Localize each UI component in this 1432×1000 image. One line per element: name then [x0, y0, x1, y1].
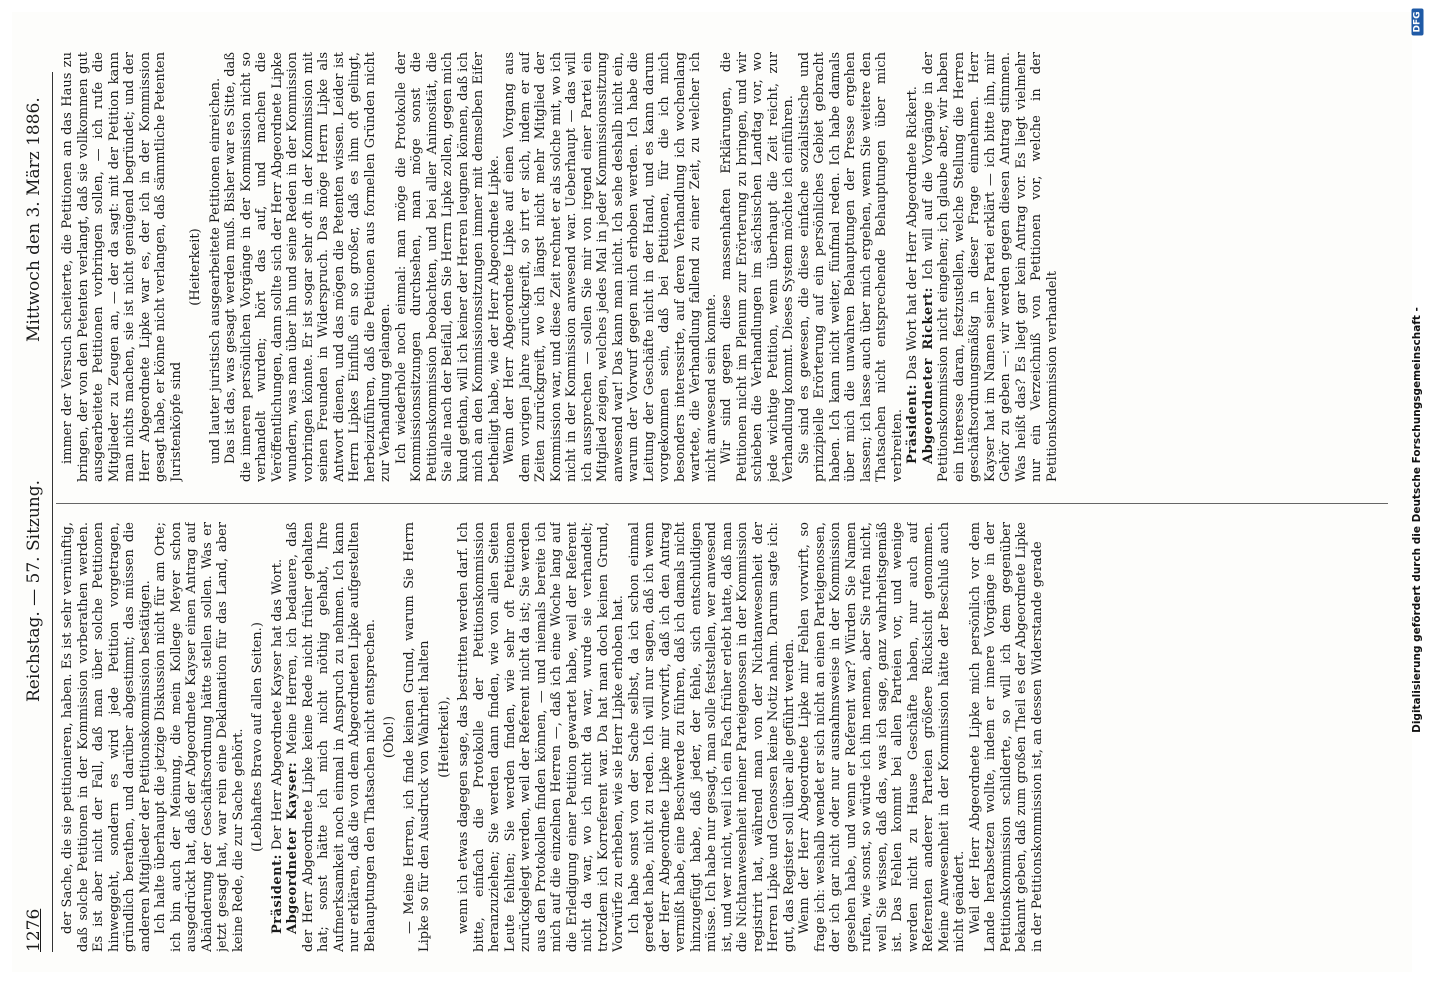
paragraph: Ich halte überhaupt die jetzige Diskussion nicht für am Orte; ich bin auch der Meinung, die mein Kollege Meyer schon ausgedrückt hat, daß der Abgeordnete Kayser einen Antrag auf Abänderung der Geschäftsordnung hätte stellen sollen. Was er jetzt gesagt hat, war rein eine Deklamation für das Land, aber keine Rede, die zur Sache gehört. [153, 522, 246, 952]
paragraph: Wenn der Herr Abgeordnete Lipke auf einen Vorgang aus dem vorigen Jahre zurückgreift, so irrt er sich, indem er auf Zeiten zurückgreift, wo ich längst nicht mehr Mitglied der Kommission war, und diese Zeit rechnet er als solche mit, wo ich nicht in der Kommission anwesend war. Ueberhaupt — das will ich aussprechen — sollen Sie mir von irgend einer Partei ein Mitglied zeigen, welches jedes Mal in jeder Kommissionssitzung anwesend war! Das kann man nicht. Ich sehe deshalb nicht ein, warum der Vorwurf gegen mich erhoben werden. Ich habe die Leitung der Geschäfte nicht in der Hand, und es kann darum vorgekommen sein, daß bei Petitionen, für die ich mich besonders interessirte, auf deren Verhandlung ich wochenlang wartete, die Verhandlung fallend zu einer Zeit, zu welcher ich nicht anwesend sein konnte. [502, 52, 719, 482]
paragraph: Weil der Herr Abgeordnete Lipke mich persönlich vor dem Lande herabsetzen wollte, indem er innere Vorgänge in der Petitionskommission schilderte, so will ich dem gegenüber bekannt geben, daß zum großen Theil es der Abgeordnete Lipke in der Petitionskommission ist, an dessen Widerstande gerade [967, 522, 1045, 952]
speech-paragraph [270, 522, 286, 952]
speech-paragraph [905, 52, 921, 482]
speech-text: Das Wort hat der Herr Abgeordnete Rickert. [905, 86, 920, 380]
header-rule [52, 72, 53, 952]
paragraph: der Sache, die sie petitionieren, haben. Es ist sehr vernünftig, daß solche Petitionen in der Kommission vorberathen werden. Es ist aber nicht der Fall, daß man über solche Petitionen hinweggeht, sondern es wird jede Petition vorgetragen, gründlich berathen, und darüber abgestimmt; das müssen die anderen Mitglieder der Petitionskommission bestätigen. [60, 522, 153, 952]
column-separator [56, 503, 1388, 504]
paragraph: Ich habe sonst von der Sache selbst, da ich schon einmal geredet habe, nicht zu reden. Ich will nur sagen, daß ich wenn der Herr Abgeordnete Lipke mir vorwirft, daß ich den Antrag vermißt habe, eine Beschwerde zu führen, daß ich damals nicht hinzugefügt habe, daß jeder, der fehle, sich entschuldigen müsse. Ich habe nur gesagt, man solle feststellen, wer anwesend ist, und wer nicht, weil ich ein Fach früher erlebt hatte, daß man die Nichtanwesenheit meiner Parteigenossen in der Kommission registrirt hat, während man von der Nichtanwesenheit der Herren Lipke und Genossen keine Notiz nahm. Darum sagte ich: gut, das Register soll über alle geführt werden. [626, 522, 797, 952]
speaker-name: Präsident: [269, 854, 285, 934]
paragraph: Wir sind gegen diese massenhaften Erklärungen, die Petitionen nicht im Plenum zur Erörterung zu bringen, und wir schieben die Verhandlungen im sächsischen Landtag vor, wo jede wichtige Petition, wenn überhaupt die Zeit reicht, zur Verhandlung kommt. Dieses System möchte ich einführen. [719, 52, 796, 482]
dfg-credit-text: Digitalisierung gefördert durch die Deutsche Forschungsgemeinschaft - [1410, 307, 1423, 733]
speech-paragraph [285, 522, 378, 952]
speaker-name: Abgeordneter Kayser: [285, 761, 300, 934]
newspaper-page [12, 12, 1412, 972]
speech-text: Der Herr Abgeordnete Kayser hat das Wort. [269, 558, 285, 850]
speech-paragraph [921, 52, 1061, 482]
date-title: Mittwoch den 3. März 1886. [24, 97, 44, 342]
speaker-name: Präsident: [905, 384, 920, 464]
page-header [24, 72, 52, 952]
paragraph: Wenn der Herr Abgeordnete Lipke mir Fehlen vorwirft, so frage ich: weshalb wendet er sich nicht an einen Parteigenossen, der ich gar nicht oder nur ausnahmsweise in der Kommission gesehen habe, und wenn er Referent war? Würden Sie Namen rufen, wie sonst, so würde ich ihn nennen, aber Sie rufen nicht, weil Sie wissen, daß das, was ich sage, ganz wahrheitsgemäß ist. Das Fehlen kommt bei allen Parteien vor, und wenige werden nicht zu Hause Geschäfte haben, nur auch auf Referenten anderer Parteien größere Rücksicht genommen. Meine Anwesenheit in der Kommission hätte der Beschluß auch nicht geändert. [797, 522, 967, 952]
speech-text: Ich will auf die Vorgänge in der Petitionskommission nicht eingehen; ich glaube aber, wir haben ein Interesse daran, festzustellen, welche Stellung die Herren geschäftsordnungsmäßig in dieser Frage einnehmen. Herr Kayser hat im Namen seiner Partei erklärt — ich bitte ihn, mir Gehör zu geben —: wir werden gegen diesen Antrag stimmen. Was heißt das? Es liegt gar kein Antrag vor. Es liegt vielmehr nur ein Verzeichniß von Petitionen vor, welche in der Petitionskommission verhandelt [920, 52, 1060, 482]
interjection: (Lebhaftes Bravo auf allen Seiten.) [250, 622, 265, 852]
paragraph: Sie sind es gewesen, die diese einfache sozialistische und prinzipielle Erörterung auf ein persönliches Gebiet gebracht haben. Ich kann nicht weiter, fünfmal reden. Ich habe damals über mich die unwahren Behauptungen der Presse ergehen lassen; ich lasse auch über mich ergehen, wenn Sie weitere den Thatsachen nicht entsprechende Behauptungen über mich verbreiten. [796, 52, 905, 482]
paragraph: Das ist das, was gesagt werden muß. Bisher war es Sitte, daß die inneren persönlichen Vorgänge in der Kommission nicht so verhandelt wurden; hört das auf, und machen die Veröffentlichungen, dann sollte sich der Herr Abgeordnete Lipke wundern, was man über ihn und seine Reden in der Kommission vorbringen könnte. Er ist sogar sehr oft in der Kommission mit seinen Freunden in Widerspruch. Das möge Herrn Lipke als Antwort dienen, und das mögen die Petenten wissen. Leider ist Herrn Lipkes Einfluß ein so großer, daß es ihm oft gelingt, herbeizuführen, daß die Petitionen aus formellen Gründen nicht zur Verhandlung gelangen. [223, 52, 393, 482]
page-number: 1276 [24, 908, 44, 952]
paragraph: wenn ich etwas dagegen sage, das bestritten werden darf. Ich bitte, einfach die Protokolle der Petitionskommission heranzuziehen; Sie werden dann finden, wie von allen Seiten Leute fehlten; Sie werden finden, wie sehr oft Petitionen zurückgelegt werden, weil der Referent nicht da ist; Sie werden aus den Protokollen finden können, — und niemals bereite ich mich auf die einzelnen Herren —, daß ich eine Woche lang auf die Erledigung einer Petition gewartet habe, weil der Referent nicht da war, wo ich nicht da war, wurde sie verhandelt; trotzdem ich Korreferent war. Da hat man doch keinen Grund, Vorwürfe zu erheben, wie sie Herr Lipke erhoben hat. [456, 522, 626, 952]
speaker-name: Abgeordneter Rickert: [920, 287, 936, 464]
text-column-left [60, 522, 1388, 952]
text-column-right [60, 52, 1388, 482]
paragraph: immer der Versuch scheiterte, die Petitionen an das Haus zu bringen, der von den Petenten verlangt, daß sie vollkommen gut ausgearbeitete Petitionen vorbringen sollen, — ich rufe die Mitglieder zu Zeugen an, — der da sagt: mit der Petition kann man nichts machen, sie ist nicht genügend begründet; und der Herr Abgeordnete Lipke war es, der ich in der Kommission gesagt habe, er könne nicht verlangen, daß sämmtliche Petenten Juristenköpfe sind [60, 52, 184, 482]
paragraph: Ich wiederhole noch einmal: man möge die Protokolle der Kommissionssitzungen durchsehen, man möge sonst die Petitionskommission beobachten, und bei aller Animosität, die Sie alle nach der Beifall, den Sie Herrn Lipke zollen, gegen mich kund gethan, will ich keiner der Herren leugnen können, daß ich mich an den Kommissionssitzungen immer mit demselben Eifer betheiligt habe, wie der Herr Abgeordnete Lipke. [393, 52, 502, 482]
interjection: (Oho!) [382, 715, 397, 759]
paragraph: und lauter juristisch ausgearbeitete Petitionen einreichen. [207, 77, 223, 464]
dfg-logo: DFG [1411, 8, 1423, 35]
speech-text: Meine Herren, ich bedauere, daß der Herr Abgeordnete Lipke keine Rede nicht früher gehalten hat; sonst hätte ich mich nicht nöthig gehabt, Ihre Aufmerksamkeit noch einmal in Anspruch zu nehmen. Ich kann nur erklären, daß die von dem Abgeordneten Lipke aufgestellten Behauptungen den Thatsachen nicht entsprechen. [285, 522, 378, 952]
paragraph: — Meine Herren, ich finde keinen Grund, warum Sie Herrn Lipke so für den Ausdruck von Wahrheit halten [401, 522, 432, 952]
interjection: (Heiterkeit), [436, 696, 452, 778]
interjection: (Heiterkeit) [188, 228, 203, 306]
session-title: Reichstag. — 57. Sitzung. [24, 479, 44, 702]
